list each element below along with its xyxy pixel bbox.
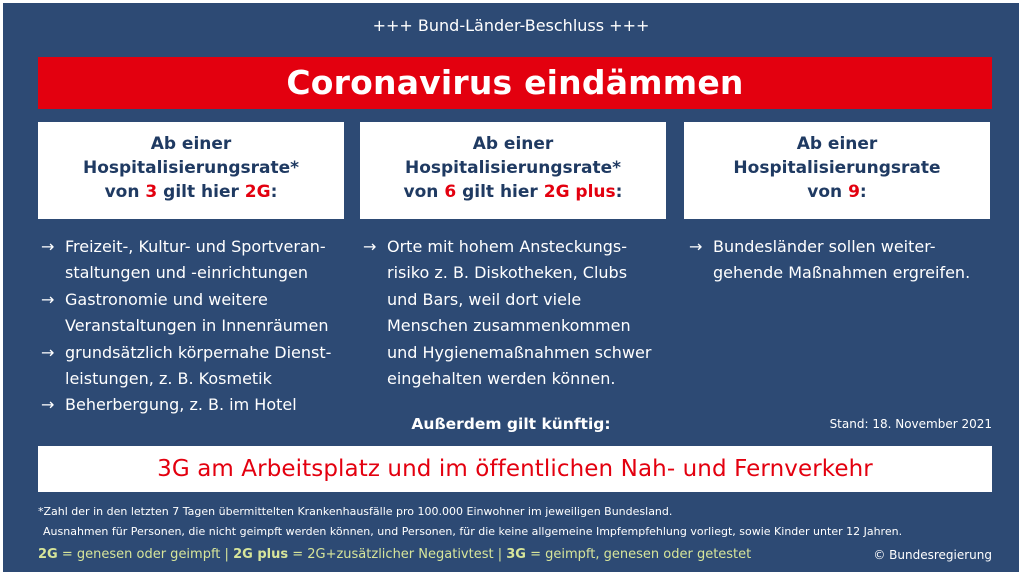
- banner-text: 3G am Arbeitsplatz und im öffentlichen Nah- und Fernverkehr: [157, 456, 873, 482]
- list-item: [41, 234, 351, 287]
- list-item: [363, 234, 673, 392]
- item-text-line: leistungen, z. B. Kosmetik: [65, 369, 272, 389]
- item-text-line: und Bars, weil dort viele: [387, 289, 582, 309]
- title-bar: [38, 57, 992, 109]
- box-line-3: [360, 180, 666, 204]
- box-suffix: :: [859, 182, 867, 202]
- item-list-6: [363, 234, 673, 392]
- infographic: [3, 3, 1019, 572]
- arrow-right-icon: →: [41, 395, 55, 415]
- item-text-line: Orte mit hohem Ansteckungs-: [387, 237, 628, 256]
- legend-separator: |: [224, 547, 229, 562]
- list-item: [689, 234, 989, 287]
- item-text-line: eingehalten werden können.: [387, 369, 616, 389]
- item-text-line: staltungen und -einrichtungen: [65, 263, 309, 283]
- item-list-3: [41, 234, 351, 419]
- box-line-3: [684, 180, 990, 204]
- box-prefix: von: [807, 182, 849, 202]
- box-line-2: Hospitalisierungsrate*: [82, 158, 300, 178]
- threshold-box-9: [684, 122, 990, 219]
- footnote: *Zahl der in den letzten 7 Tagen übermittelten Krankenhausfälle pro 100.000 Einwohner im jeweiligen Bundesland.: [38, 505, 673, 518]
- box-line-1: Ab einer: [472, 134, 554, 154]
- item-list-9: [689, 234, 989, 287]
- rule-name: 2G plus: [543, 182, 616, 202]
- box-line-1: Ab einer: [796, 134, 878, 154]
- list-item: [41, 340, 351, 393]
- box-prefix: von: [403, 182, 445, 202]
- box-middle: gilt hier: [157, 182, 245, 202]
- item-text-line: und Hygienemaßnahmen schwer: [387, 342, 652, 362]
- copyright: © Bundesregierung: [873, 548, 992, 562]
- box-line-3: [38, 180, 344, 204]
- threshold-value: 9: [848, 182, 860, 202]
- legend-definition: = 2G+zusätzlicher Negativtest: [288, 547, 498, 562]
- legend-term: 2G: [38, 547, 58, 562]
- legend-separator: |: [497, 547, 503, 562]
- item-text-line: Beherbergung, z. B. im Hotel: [65, 395, 297, 415]
- threshold-box-6: [360, 122, 666, 219]
- rule-name: 2G: [244, 182, 271, 202]
- arrow-right-icon: →: [41, 289, 55, 309]
- box-suffix: :: [270, 182, 278, 202]
- box-prefix: von: [104, 182, 146, 202]
- box-suffix: :: [615, 182, 623, 202]
- item-text-line: Bundesländer sollen weiter-: [713, 237, 936, 256]
- arrow-right-icon: →: [363, 237, 377, 256]
- arrow-right-icon: →: [41, 342, 55, 362]
- footnote: Ausnahmen für Personen, die nicht geimpft werden können, und Personen, für die keine allgemeine Impfempfehlung vorliegt, sowie Kinder unter 12 Jahren.: [43, 525, 903, 538]
- item-text-line: Freizeit-, Kultur- und Sportveran-: [65, 237, 326, 256]
- threshold-value: 3: [145, 182, 158, 202]
- item-text-line: risiko z. B. Diskotheken, Clubs: [387, 263, 628, 283]
- legend-definition: = geimpft, genesen oder getestet: [525, 547, 752, 562]
- box-line-2: Hospitalisierungsrate: [733, 158, 941, 178]
- arrow-right-icon: →: [689, 237, 703, 256]
- legend-term: 3G: [506, 547, 526, 562]
- item-text-line: Menschen zusammenkommen: [387, 316, 631, 336]
- item-text-line: grundsätzlich körpernahe Dienst-: [65, 342, 332, 362]
- threshold-value: 6: [444, 182, 457, 202]
- banner-box: [38, 446, 992, 492]
- list-item: [41, 287, 351, 340]
- legend: [38, 547, 751, 562]
- arrow-right-icon: →: [41, 237, 55, 256]
- legend-term: 2G plus: [233, 547, 289, 562]
- kicker: +++ Bund-Länder-Beschluss +++: [372, 16, 650, 35]
- item-text-line: Veranstaltungen in Innenräumen: [65, 316, 329, 336]
- legend-definition: = genesen oder geimpft: [57, 547, 225, 562]
- item-text-line: gehende Maßnahmen ergreifen.: [713, 263, 971, 283]
- box-middle: gilt hier: [456, 182, 544, 202]
- item-text-line: Gastronomie und weitere: [65, 289, 268, 309]
- box-line-2: Hospitalisierungsrate*: [404, 158, 622, 178]
- page-title: Coronavirus eindämmen: [286, 63, 744, 102]
- box-line-1: Ab einer: [150, 134, 232, 154]
- also-heading: Außerdem gilt künftig:: [411, 415, 611, 433]
- date-stamp: Stand: 18. November 2021: [829, 417, 992, 431]
- threshold-box-3: [38, 122, 344, 219]
